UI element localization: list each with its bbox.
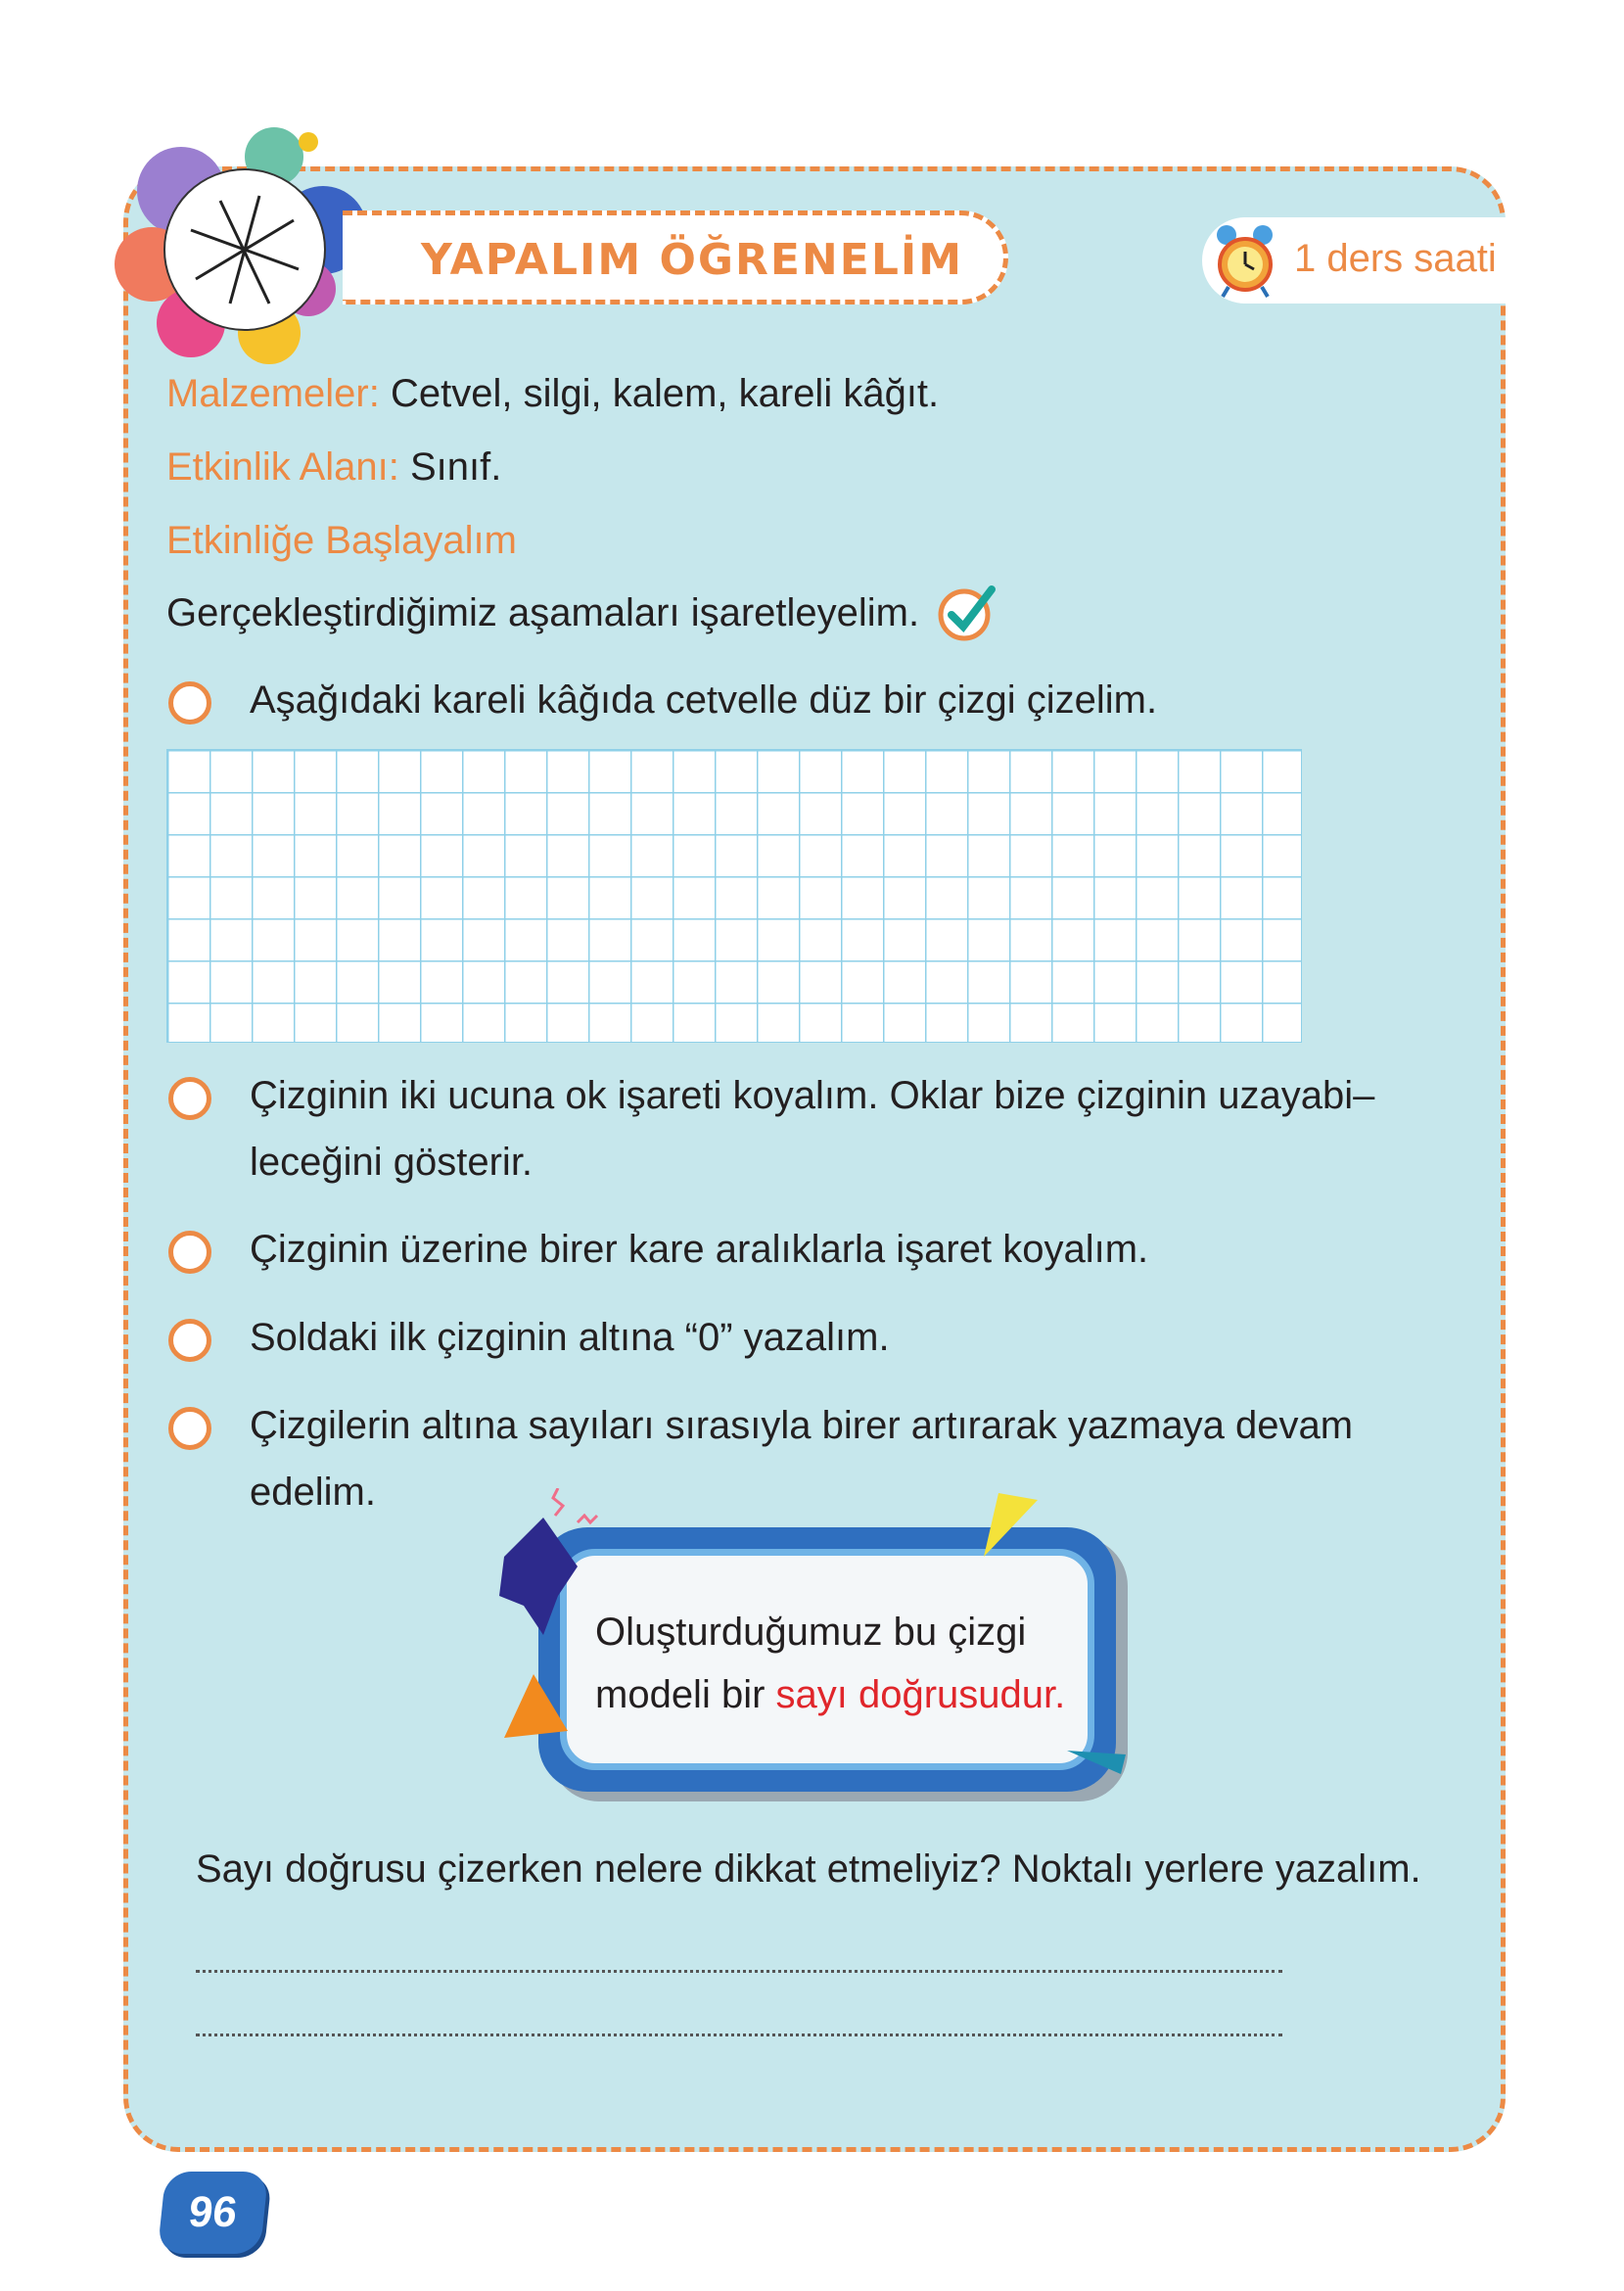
step-2-text: Çizginin iki ucuna ok işareti koyalım. Oklar bize çizginin uzayabi– [250, 1074, 1375, 1117]
grid-paper[interactable] [166, 749, 1302, 1043]
question-text: Sayı doğrusu çizerken nelere dikkat etmeliyiz? Noktalı yerlere yazalım. [196, 1847, 1421, 1891]
step-5-checkbox[interactable] [168, 1407, 211, 1450]
step-2-checkbox[interactable] [168, 1077, 211, 1120]
alarm-clock-icon [1209, 220, 1282, 299]
materials-value: Cetvel, silgi, kalem, kareli kâğıt. [379, 372, 940, 415]
callout-line-1: Oluşturduğumuz bu çizgi [595, 1611, 1027, 1654]
instruction: Gerçekleştirdiğimiz aşamaları işaretleyelim. [166, 590, 920, 634]
instruction-row [166, 584, 998, 642]
step-3-text: Çizginin üzerine birer kare aralıklarla işaret koyalım. [250, 1228, 1149, 1271]
step-1-text: Aşağıdaki kareli kâğıda cetvelle düz bir çizgi çizelim. [250, 678, 1158, 722]
step-2-text-cont: leceğini gösterir. [250, 1141, 534, 1184]
area-label: Etkinlik Alanı: [166, 445, 399, 489]
answer-line-1[interactable] [196, 1970, 1282, 1973]
step-1-checkbox[interactable] [168, 681, 211, 725]
step-4-checkbox[interactable] [168, 1319, 211, 1362]
duration-text: 1 ders saati [1294, 237, 1497, 280]
step-5-text-cont: edelim. [250, 1471, 376, 1514]
step-4-text: Soldaki ilk çizginin altına “0” yazalım. [250, 1316, 890, 1359]
callout-highlight: sayı doğrusudur. [775, 1673, 1066, 1716]
checkmark-icon [937, 584, 998, 642]
area-value: Sınıf. [398, 445, 502, 489]
materials-label: Malzemeler: [166, 372, 380, 415]
callout-line-2 [595, 1663, 1065, 1726]
page-number-badge [158, 2172, 269, 2254]
page-title: YAPALIM ÖĞRENELİM [421, 235, 964, 285]
megaphone-icon [499, 1518, 578, 1635]
page-number: 96 [186, 2188, 240, 2236]
start-heading: Etkinliğe Başlayalım [166, 519, 517, 562]
step-5-text: Çizgilerin altına sayıları sırasıyla birer artırarak yazmaya devam [250, 1404, 1354, 1447]
step-3-checkbox[interactable] [168, 1231, 211, 1274]
answer-line-2[interactable] [196, 2034, 1282, 2036]
callout-text [595, 1601, 1065, 1726]
area-line [166, 445, 501, 490]
materials-line [166, 372, 939, 416]
callout-prefix: modeli bir [595, 1673, 776, 1716]
